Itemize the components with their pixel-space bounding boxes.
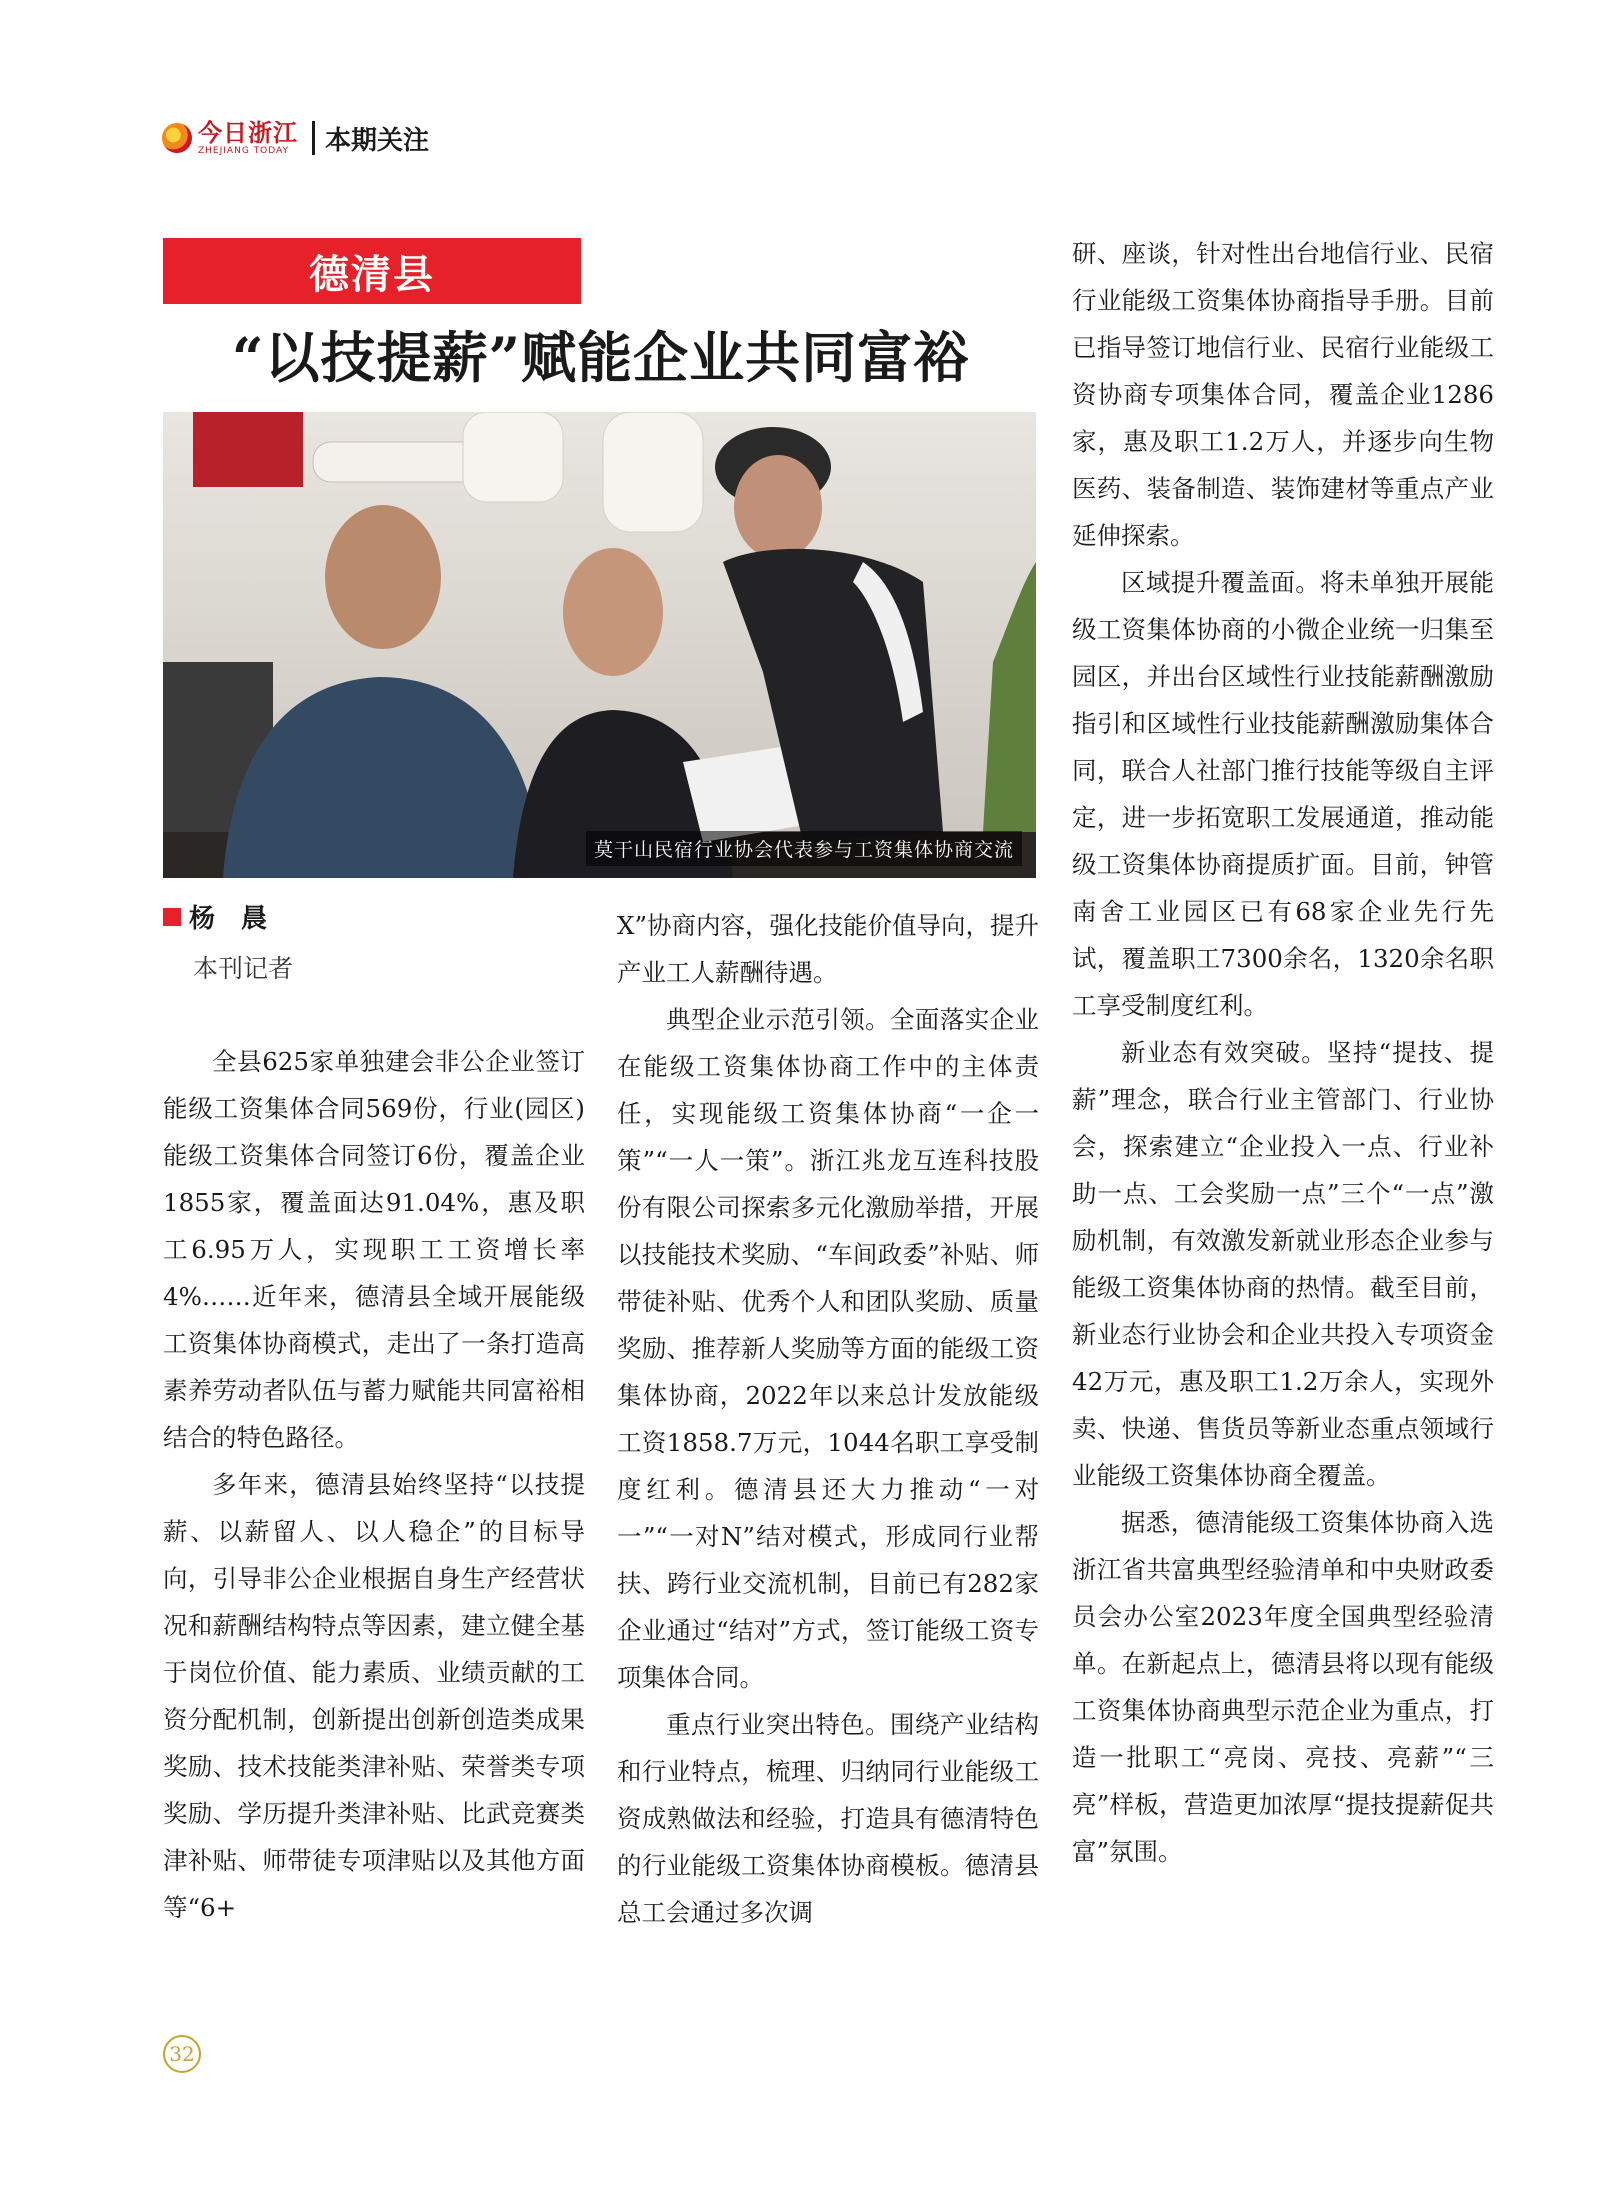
photo-illustration: [163, 412, 1036, 878]
paragraph: 区域提升覆盖面。将未单独开展能级工资集体协商的小微企业统一归集至园区，并出台区域性行业技能薪酬激励指引和区域性行业技能薪酬激励集体合同，联合人社部门推行技能等级自主评定，进一步拓宽职工发展通道，推动能级工资集体协商提质扩面。目前，钟管南舍工业园区已有68家企业先行先试，覆盖职工7300余名，1320余名职工享受制度红利。: [1072, 568, 1494, 1020]
region-tag: 德清县: [163, 238, 581, 304]
paragraph: 多年来，德清县始终坚持“以技提薪、以薪留人、以人稳企”的目标导向，引导非公企业根据自身生产经营状况和薪酬结构特点等因素，建立健全基于岗位价值、能力素质、业绩贡献的工资分配机制，创新提出创新创造类成果奖励、技术技能类津补贴、荣誉类专项奖励、学历提升类津补贴、比武竞赛类津补贴、师带徒专项津贴以及其他方面等“6+: [163, 1470, 585, 1922]
paragraph: 全县625家单独建会非公企业签订能级工资集体合同569份，行业(园区)能级工资集体合同签订6份，覆盖企业1855家，覆盖面达91.04%，惠及职工6.95万人，实现职工工资增长率4%……近年来，德清县全域开展能级工资集体协商模式，走出了一条打造高素养劳动者队伍与蓄力赋能共同富裕相结合的特色路径。: [163, 1047, 585, 1452]
logo-sun-icon: [162, 123, 192, 153]
magazine-logo: [162, 117, 298, 156]
paragraph: 典型企业示范引领。全面落实企业在能级工资集体协商工作中的主体责任，实现能级工资集体协商“一企一策”“一人一策”。浙江兆龙互连科技股份有限公司探索多元化激励举措，开展以技能技术奖励、“车间政委”补贴、师带徒补贴、优秀个人和团队奖励、质量奖励、推荐新人奖励等方面的能级工资集体协商，2022年以来总计发放能级工资1858.7万元，1044名职工享受制度红利。德清县还大力推动“一对一”“一对N”结对模式，形成同行业帮扶、跨行业交流机制，目前已有282家企业通过“结对”方式，签订能级工资专项集体合同。: [617, 1005, 1039, 1692]
paragraph: 研、座谈，针对性出台地信行业、民宿行业能级工资集体协商指导手册。目前已指导签订地信行业、民宿行业能级工资协商专项集体合同，覆盖企业1286家，惠及职工1.2万人，并逐步向生物医药、装备制造、装饰建材等重点产业延伸探索。: [1072, 239, 1494, 550]
paragraph: 重点行业突出特色。围绕产业结构和行业特点，梳理、归纳同行业能级工资成熟做法和经验，打造具有德清特色的行业能级工资集体协商模板。德清县总工会通过多次调: [617, 1710, 1039, 1927]
paragraph: 据悉，德清能级工资集体协商入选浙江省共富典型经验清单和中央财政委员会办公室2023年度全国典型经验清单。在新起点上，德清县将以现有能级工资集体协商典型示范企业为重点，打造一批职工“亮岗、亮技、亮薪”“三亮”样板，营造更加浓厚“提技提薪促共富”氛围。: [1072, 1508, 1494, 1866]
paragraph: 新业态有效突破。坚持“提技、提薪”理念，联合行业主管部门、行业协会，探索建立“企业投入一点、行业补助一点、工会奖励一点”三个“一点”激励机制，有效激发新就业形态企业参与能级工资集体协商的热情。截至目前，新业态行业协会和企业共投入专项资金42万元，惠及职工1.2万余人，实现外卖、快递、售货员等新业态重点领域行业能级工资集体协商全覆盖。: [1072, 1038, 1494, 1490]
logo-cn-text: 今日浙江: [198, 117, 298, 147]
byline: [163, 898, 293, 985]
logo-en-text: ZHEJIANG TODAY: [198, 145, 289, 156]
section-name: 本期关注: [325, 125, 430, 156]
text-column-3: [1072, 230, 1494, 1875]
article-title: “以技提薪”赋能企业共同富裕: [231, 325, 970, 390]
author-role: 本刊记者: [193, 954, 294, 983]
photo-caption: 莫干山民宿行业协会代表参与工资集体协商交流: [586, 831, 1022, 866]
page-header: [162, 118, 429, 158]
page-number: 32: [163, 2035, 201, 2073]
text-column-1: [163, 1038, 585, 1931]
text-column-2: [617, 902, 1039, 1936]
author-marker: [163, 908, 181, 926]
article-photo: [163, 412, 1036, 878]
author-name: 杨 晨: [189, 904, 268, 934]
paragraph: X”协商内容，强化技能价值导向，提升产业工人薪酬待遇。: [617, 911, 1039, 987]
header-divider: [312, 121, 315, 155]
